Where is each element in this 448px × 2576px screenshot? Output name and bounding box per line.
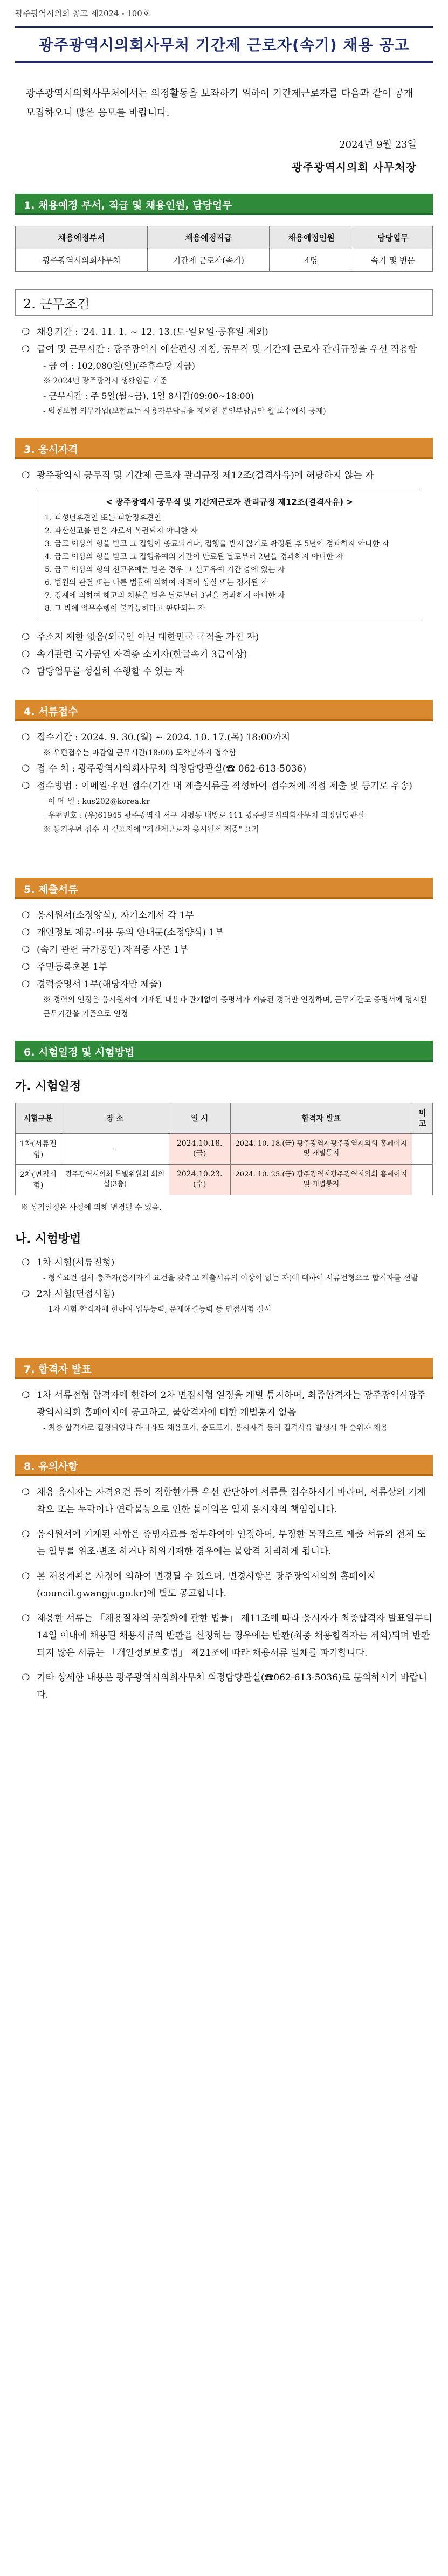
table-header: 장 소: [61, 1103, 169, 1134]
top-rule: [15, 26, 433, 28]
required-documents: [22, 907, 433, 1021]
list-item: 7. 징계에 의하여 해고의 처분을 받은 날로부터 3년을 경과하지 아니한 자: [45, 591, 285, 600]
circle-bullet-icon: ❍: [22, 1289, 30, 1299]
list-item: 6. 법원의 판결 또는 다른 법률에 의하여 자격이 상실 또는 정지된 자: [45, 578, 268, 587]
table-header: 채용예정인원: [270, 226, 353, 249]
circle-bullet-icon: ❍: [22, 732, 30, 743]
circle-bullet-icon: ❍: [22, 763, 30, 774]
pay-line: - 급 여 : 102,080원(일)(주휴수당 지급): [43, 361, 195, 371]
list-item: ❍ 주민등록초본 1부: [22, 959, 433, 976]
post-line: - 우편번호 : (우)61945 광주광역시 서구 치평동 내방로 111 광주광역시의회사무처 의정담당관실: [43, 811, 364, 820]
circle-bullet-icon: ❍: [22, 781, 30, 791]
exam-method-heading: 나. 시험방법: [15, 1232, 81, 1246]
list-item: ❍ 본 채용계획은 사정에 의하여 변경될 수 있으며, 변경사항은 광주광역시의회 홈페이지(council.gwangju.go.kr)에 별도 공고합니다.: [22, 1568, 433, 1602]
table-header: 합격자 발표: [230, 1103, 412, 1134]
table-row: [16, 1165, 433, 1195]
list-item: ❍ 채용 응시자는 자격요건 등이 적합한가를 우선 판단하여 서류를 접수하시기 바라며, 서류상의 기재 착오 또는 누락이나 연락불능으로 인한 불이익은 일체 응시자의 책임입니다.: [22, 1484, 433, 1518]
list-item: ❍ 채용한 서류는 「채용절차의 공정화에 관한 법률」 제11조에 따라 응시자가 최종합격자 발표일부터 14일 이내에 채용된 채용서류의 반환을 신청하는 경우에는 반환(최종 채용합격자는 제외)되며 반환되지 않은 서류는 「개인정보보호법」 제21조에 따라 채용서류 일체를 파기합니다.: [22, 1610, 433, 1662]
table-row: [16, 249, 433, 272]
circle-bullet-icon: ❍: [22, 1390, 30, 1401]
table-cell: 2024. 10. 18.(금) 광주광역시광주광역시의회 홈페이지 및 개별통지: [230, 1134, 412, 1165]
list-item: ❍ 1차 시험(서류전형): [22, 1254, 433, 1271]
circle-bullet-icon: ❍: [22, 1672, 30, 1683]
list-item: ❍ 담당업무를 성실히 수행할 수 있는 자: [22, 663, 433, 680]
table-header: 채용예정부서: [16, 226, 148, 249]
section-5-heading: 5. 제출서류: [15, 878, 433, 899]
section-8-heading: 8. 유의사항: [15, 1455, 433, 1476]
circle-bullet-icon: ❍: [22, 327, 30, 338]
circle-bullet-icon: ❍: [22, 470, 30, 481]
table-cell: -: [61, 1134, 169, 1165]
list-item: ❍ 기타 상세한 내용은 광주광역시의회사무처 의정담당관실(☎062-613-5036)로 문의하시기 바랍니다.: [22, 1669, 433, 1704]
section-6-heading: 6. 시험일정 및 시험방법: [15, 1041, 433, 1062]
table-cell: 속기 및 번문: [353, 249, 433, 272]
list-item: 1. 피성년후견인 또는 피한정후견인: [45, 514, 162, 522]
notice-date: 2024년 9월 23일: [339, 139, 417, 150]
list-item: ❍ 속기관련 국가공인 자격증 소지자(한글속기 3급이상): [22, 646, 433, 663]
list-item: 5. 금고 이상의 형의 선고유예를 받은 경우 그 선고유예 기간 중에 있는 자: [45, 566, 285, 574]
list-item: ❍ 응시원서(소정양식), 자기소개서 각 1부: [22, 907, 433, 924]
table-cell: [412, 1165, 433, 1195]
schedule-note: ※ 상기일정은 사정에 의해 변경될 수 있음.: [20, 1203, 162, 1212]
section-3-heading: 3. 응시자격: [15, 438, 433, 459]
circle-bullet-icon: ❍: [22, 1613, 30, 1624]
table-cell: 2024.10.18.(금): [169, 1134, 230, 1165]
list-item: ❍ 개인정보 제공·이용 동의 안내문(소정양식) 1부: [22, 924, 433, 941]
list-item: ❍ 접수기간 : 2024. 9. 30.(월) ~ 2024. 10. 17.(목) 18:00까지: [22, 729, 433, 746]
table-row: [16, 1134, 433, 1165]
circle-bullet-icon: ❍: [22, 666, 30, 677]
list-item: ❍ 1차 서류전형 합격자에 한하여 2차 면접시험 일정을 개별 통지하며, 최종합격자는 광주광역시광주광역시의회 홈페이지에 공고하고, 불합격자에 대한 개별통지 없음: [22, 1387, 433, 1421]
list-item: 8. 그 밖에 업무수행이 불가능하다고 판단되는 자: [45, 604, 205, 613]
table-header: 비 고: [412, 1103, 433, 1134]
table-header: 채용예정직급: [148, 226, 270, 249]
table-header: 일 시: [169, 1103, 230, 1134]
eligibility: [22, 467, 433, 484]
table-cell: 2024.10.23.(수): [169, 1165, 230, 1195]
circle-bullet-icon: ❍: [22, 632, 30, 643]
disqualification-box: [37, 490, 422, 621]
section-4-heading: 4. 서류접수: [15, 700, 433, 721]
list-item: ❍ 접수방법 : 이메일·우편 접수(기간 내 제출서류를 작성하여 접수처에 직접 제출 및 등기로 우송): [22, 777, 433, 795]
table-header-row: [16, 226, 433, 249]
issuer: 광주광역시의회 사무처장: [292, 161, 417, 174]
table-cell: 광주광역시의회사무처: [16, 249, 148, 272]
list-item: ❍ 접 수 처 : 광주광역시의회사무처 의정담당관실(☎ 062-613-5036): [22, 760, 433, 777]
eligibility-more: [22, 629, 433, 680]
list-item: ❍ 경력증명서 1부(해당자만 제출): [22, 976, 433, 993]
list-item: ❍ 주소지 제한 없음(외국인 아닌 대한민국 국적을 가진 자): [22, 629, 433, 646]
career-note: ※ 경력의 인정은 응시원서에 기재된 내용과 관계없이 증명서가 제출된 경력만 인정하며, 근무기간도 증명서에 명시된 근무기간을 기준으로 인정: [43, 996, 427, 1018]
work-conditions: [22, 323, 433, 418]
recruitment-table: [15, 226, 433, 272]
circle-bullet-icon: ❍: [22, 1487, 30, 1498]
list-item: 3. 금고 이상의 형을 받고 그 집행이 종료되거나, 집행을 받지 않기로 확정된 후 5년이 경과하지 아니한 자: [45, 540, 389, 548]
method-1-desc: - 형식요건 심사 충족자(응시자격 요건을 갖추고 제출서류의 이상이 없는 자)에 대하여 서류전형으로 합격자를 선발: [43, 1274, 418, 1283]
hours-line: - 근무시간 : 주 5일(월~금), 1일 8시간(09:00~18:00): [43, 391, 254, 401]
circle-bullet-icon: ❍: [22, 979, 30, 990]
period-note: ※ 우편접수는 마감일 근무시간(18:00) 도착분까지 접수함: [43, 749, 236, 757]
table-cell: 4명: [270, 249, 353, 272]
circle-bullet-icon: ❍: [22, 344, 30, 355]
table-cell: 1차(서류전형): [16, 1134, 61, 1165]
exam-schedule-heading: 가. 시험일정: [15, 1080, 81, 1093]
table-cell: 2차(면접시험): [16, 1165, 61, 1195]
circle-bullet-icon: ❍: [22, 649, 30, 660]
exam-methods: [22, 1254, 433, 1317]
list-item: ❍ 채용기간 : '24. 11. 1. ~ 12. 13.(토·일요일·공휴일 제외): [22, 323, 433, 341]
circle-bullet-icon: ❍: [22, 910, 30, 921]
circle-bullet-icon: ❍: [22, 962, 30, 973]
pay-note: ※ 2024년 광주광역시 생활임금 기준: [43, 377, 167, 385]
email-line: - 이 메 일 : kus202@korea.kr: [43, 797, 150, 806]
circle-bullet-icon: ❍: [22, 945, 30, 955]
page-title: 광주광역시의회사무처 기간제 근로자(속기) 채용 공고: [38, 36, 410, 54]
list-item: ❍ 광주광역시 공무직 및 기간제 근로자 관리규정 제12조(결격사유)에 해당하지 않는 자: [22, 467, 433, 484]
table-header: 담당업무: [353, 226, 433, 249]
list-item: 2. 파산선고를 받은 자로서 복권되지 아니한 자: [45, 527, 198, 535]
table-cell: 기간제 근로자(속기): [148, 249, 270, 272]
title-rule: [15, 61, 433, 63]
table-header: 시험구분: [16, 1103, 61, 1134]
section-2-heading: 2. 근무조건: [15, 289, 433, 316]
list-item: ❍ 응시원서에 기재된 사항은 증빙자료를 첨부하여야 인정하며, 부정한 목적으로 제출 서류의 전체 또는 일부를 위조·변조 하거나 허위기재한 경우에는 불합격 처리하게 됩니다.: [22, 1526, 433, 1560]
intro-text: 광주광역시의회사무처에서는 의정활동을 보좌하기 위하여 기간제근로자를 다음과 같이 공개 모집하오니 많은 응모를 바랍니다.: [26, 88, 413, 119]
exam-schedule-table: [15, 1103, 433, 1195]
method-2-desc: - 1차 시험 합격자에 한하여 업무능력, 문제해결능력 등 면접시험 실시: [43, 1305, 272, 1314]
list-item: ❍ 급여 및 근무시간 : 광주광역시 예산편성 지침, 공무직 및 기간제 근로자 관리규정을 우선 적용함: [22, 341, 433, 358]
insurance-line: - 법정보험 의무가입(보험료는 사용자부담금을 제외한 본인부담금만 월 보수에서 공제): [43, 407, 326, 416]
post-note: ※ 등기우편 접수 시 겉표지에 "기간제근로자 응시원서 재중" 표기: [43, 825, 259, 834]
circle-bullet-icon: ❍: [22, 1571, 30, 1582]
circle-bullet-icon: ❍: [22, 1257, 30, 1268]
list-item: ❍ 2차 시험(면접시험): [22, 1285, 433, 1303]
section-1-heading: 1. 채용예정 부서, 직급 및 채용인원, 담당업무: [15, 194, 433, 215]
circle-bullet-icon: ❍: [22, 927, 30, 938]
section-7-heading: 7. 합격자 발표: [15, 1358, 433, 1379]
result-note: - 최종 합격자로 결정되었다 하더라도 채용포기, 중도포기, 응시자격 등의 결격사유 발생시 차 순위자 채용: [43, 1424, 388, 1432]
circle-bullet-icon: ❍: [22, 1529, 30, 1540]
table-cell: 2024. 10. 25.(금) 광주광역시광주광역시의회 홈페이지 및 개별통지: [230, 1165, 412, 1195]
precautions: [22, 1484, 433, 1704]
table-cell: 광주광역시의회 특별위원회 회의실(3층): [61, 1165, 169, 1195]
box-title: < 광주광역시 공무직 및 기간제근로자 관리규정 제12조(결격사유) >: [106, 497, 353, 507]
table-header-row: [16, 1103, 433, 1134]
table-cell: [412, 1134, 433, 1165]
notice-number: 광주광역시의회 공고 제2024 - 100호: [15, 9, 150, 18]
result-announcement: [22, 1387, 433, 1435]
list-item: 4. 금고 이상의 형을 받고 그 집행유예의 기간이 만료된 날로부터 2년을 경과하지 아니한 자: [45, 553, 343, 561]
application-submission: [22, 729, 433, 837]
list-item: ❍ (속기 관련 국가공인) 자격증 사본 1부: [22, 941, 433, 959]
